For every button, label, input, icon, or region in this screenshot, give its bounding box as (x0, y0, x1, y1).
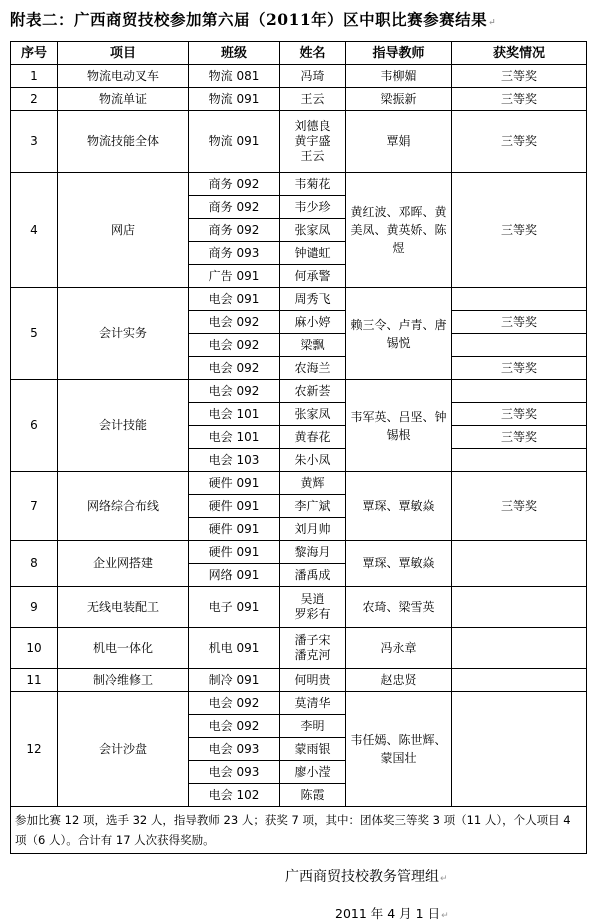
row-class: 电会 092 (189, 380, 280, 403)
row-name: 廖小滢 (280, 761, 346, 784)
table-row (11, 88, 587, 111)
row-award (452, 628, 587, 669)
row-name: 朱小凤 (280, 449, 346, 472)
row-teacher: 覃琛、覃敏焱 (346, 472, 452, 541)
row-teacher: 覃琛、覃敏焱 (346, 541, 452, 587)
table-row (11, 111, 587, 173)
table-row (11, 472, 587, 495)
row-name (280, 628, 346, 669)
row-class: 电会 101 (189, 426, 280, 449)
row-name: 潘禹成 (280, 564, 346, 587)
row-class: 电会 093 (189, 761, 280, 784)
member-name: 刘德良 (294, 119, 331, 133)
row-award (452, 380, 587, 403)
row-class: 商务 092 (189, 173, 280, 196)
row-class: 电会 092 (189, 715, 280, 738)
row-name: 李明 (280, 715, 346, 738)
table-row (11, 587, 587, 628)
table-row (11, 173, 587, 196)
row-class: 硬件 091 (189, 495, 280, 518)
results-table (10, 41, 587, 854)
row-class: 电子 091 (189, 587, 280, 628)
issuing-organization: 广西商贸技校教务管理组↵ (285, 869, 448, 885)
row-class: 硬件 091 (189, 472, 280, 495)
row-class: 物流 091 (189, 88, 280, 111)
table-row (11, 628, 587, 669)
row-class: 网络 091 (189, 564, 280, 587)
document-date: 2011 年 4 月 1 日↵ (335, 906, 449, 921)
row-no: 10 (11, 628, 58, 669)
row-class: 制冷 091 (189, 669, 280, 692)
row-award: 三等奖 (452, 426, 587, 449)
row-no: 9 (11, 587, 58, 628)
row-award: 三等奖 (452, 472, 587, 541)
row-no: 7 (11, 472, 58, 541)
row-class: 电会 091 (189, 288, 280, 311)
row-name: 黄春花 (280, 426, 346, 449)
row-project: 物流技能全体 (58, 111, 189, 173)
row-name (280, 111, 346, 173)
member-name: 罗彩有 (294, 607, 331, 621)
header-teacher: 指导教师 (346, 42, 452, 65)
summary-row (11, 807, 587, 854)
row-award (452, 449, 587, 472)
row-teacher: 赵忠贤 (346, 669, 452, 692)
header-project: 项目 (58, 42, 189, 65)
row-name: 陈霞 (280, 784, 346, 807)
row-teacher: 韦柳媚 (346, 65, 452, 88)
row-award: 三等奖 (452, 357, 587, 380)
row-name (280, 587, 346, 628)
row-name: 张家凤 (280, 219, 346, 242)
summary-text: 参加比赛 12 项，选手 32 人，指导教师 23 人；获奖 7 项，其中：团体奖三等奖 3 项（11 人），个人项目 4 项（6 人）。合计有 17 人次获得奖励。 (11, 807, 587, 854)
row-name: 刘月帅 (280, 518, 346, 541)
row-teacher: 梁振新 (346, 88, 452, 111)
row-teacher: 冯永章 (346, 628, 452, 669)
row-class: 电会 092 (189, 357, 280, 380)
row-name: 黎海月 (280, 541, 346, 564)
row-class: 物流 081 (189, 65, 280, 88)
row-name: 农海兰 (280, 357, 346, 380)
row-project: 机电一体化 (58, 628, 189, 669)
row-award (452, 692, 587, 807)
table-row (11, 288, 587, 311)
row-no: 1 (11, 65, 58, 88)
row-project: 物流单证 (58, 88, 189, 111)
row-name: 蒙雨银 (280, 738, 346, 761)
row-class: 电会 092 (189, 334, 280, 357)
row-teacher: 赖三令、卢青、唐锡悦 (346, 288, 452, 380)
row-award: 三等奖 (452, 311, 587, 334)
row-award (452, 334, 587, 357)
row-class: 广告 091 (189, 265, 280, 288)
row-award (452, 669, 587, 692)
row-award: 三等奖 (452, 403, 587, 426)
row-award: 三等奖 (452, 111, 587, 173)
row-project: 会计技能 (58, 380, 189, 472)
row-name: 农新荟 (280, 380, 346, 403)
row-class: 硬件 091 (189, 518, 280, 541)
row-award (452, 541, 587, 587)
row-class: 电会 101 (189, 403, 280, 426)
row-award: 三等奖 (452, 65, 587, 88)
row-name: 李广斌 (280, 495, 346, 518)
member-name: 黄宇盛 (294, 134, 331, 148)
header-no: 序号 (11, 42, 58, 65)
member-name: 潘子宋 (294, 633, 331, 647)
row-name: 韦菊花 (280, 173, 346, 196)
header-award: 获奖情况 (452, 42, 587, 65)
row-name: 钟谴虹 (280, 242, 346, 265)
row-teacher: 韦军英、吕坚、钟锡根 (346, 380, 452, 472)
table-row (11, 692, 587, 715)
row-award (452, 288, 587, 311)
row-project: 会计实务 (58, 288, 189, 380)
row-project: 企业网搭建 (58, 541, 189, 587)
row-award (452, 587, 587, 628)
table-row (11, 380, 587, 403)
row-class: 电会 103 (189, 449, 280, 472)
member-name: 王云 (300, 149, 325, 163)
row-class: 电会 093 (189, 738, 280, 761)
row-project: 网络综合布线 (58, 472, 189, 541)
row-class: 电会 092 (189, 692, 280, 715)
row-no: 6 (11, 380, 58, 472)
row-teacher: 覃娟 (346, 111, 452, 173)
table-row (11, 65, 587, 88)
row-name: 麻小婷 (280, 311, 346, 334)
row-name: 黄辉 (280, 472, 346, 495)
row-name: 王云 (280, 88, 346, 111)
row-name: 何明贵 (280, 669, 346, 692)
row-no: 8 (11, 541, 58, 587)
table-row (11, 669, 587, 692)
row-class: 机电 091 (189, 628, 280, 669)
row-class: 硬件 091 (189, 541, 280, 564)
row-no: 4 (11, 173, 58, 288)
table-header-row (11, 42, 587, 65)
row-teacher: 黄红波、邓晖、黄美凤、黄英娇、陈煜 (346, 173, 452, 288)
row-name: 梁飘 (280, 334, 346, 357)
row-name: 韦少珍 (280, 196, 346, 219)
row-no: 5 (11, 288, 58, 380)
row-name: 何承警 (280, 265, 346, 288)
row-class: 电会 102 (189, 784, 280, 807)
row-no: 11 (11, 669, 58, 692)
row-teacher: 农琦、梁雪英 (346, 587, 452, 628)
row-award: 三等奖 (452, 88, 587, 111)
row-award: 三等奖 (452, 173, 587, 288)
row-name: 张家凤 (280, 403, 346, 426)
row-name: 莫清华 (280, 692, 346, 715)
row-class: 商务 092 (189, 219, 280, 242)
row-no: 2 (11, 88, 58, 111)
row-no: 3 (11, 111, 58, 173)
row-class: 电会 092 (189, 311, 280, 334)
row-project: 制冷维修工 (58, 669, 189, 692)
row-name: 周秀飞 (280, 288, 346, 311)
row-class: 商务 093 (189, 242, 280, 265)
member-name: 潘克河 (294, 648, 331, 662)
row-class: 商务 092 (189, 196, 280, 219)
row-no: 12 (11, 692, 58, 807)
member-name: 吴逍 (300, 592, 325, 606)
row-project: 无线电装配工 (58, 587, 189, 628)
row-class: 物流 091 (189, 111, 280, 173)
row-name: 冯琦 (280, 65, 346, 88)
header-class: 班级 (189, 42, 280, 65)
row-project: 会计沙盘 (58, 692, 189, 807)
row-project: 物流电动叉车 (58, 65, 189, 88)
document-title: 附表二：广西商贸技校参加第六届（2011年）区中职比赛参赛结果↵ (10, 10, 497, 29)
table-row (11, 541, 587, 564)
row-project: 网店 (58, 173, 189, 288)
header-name: 姓名 (280, 42, 346, 65)
row-teacher: 韦任嫣、陈世辉、蒙国壮 (346, 692, 452, 807)
